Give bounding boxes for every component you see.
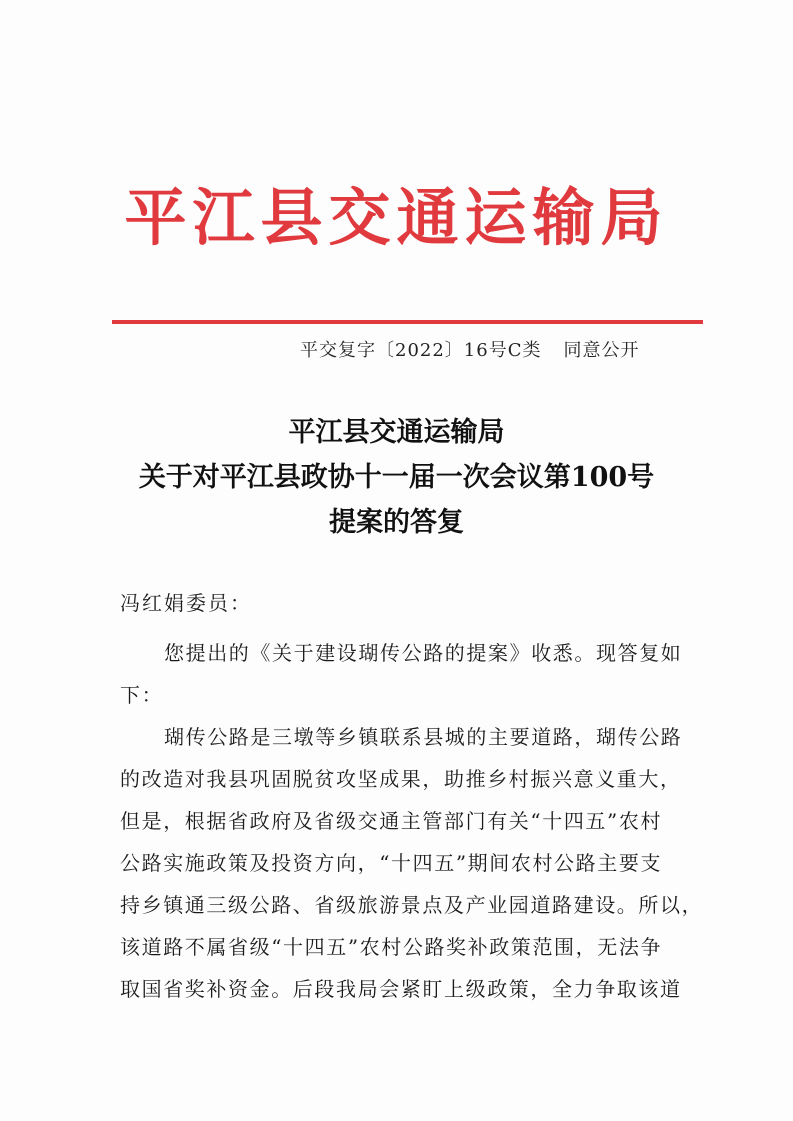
disclosure-status: 同意公开 [563, 340, 640, 361]
title-line-1: 平江县交通运输局 [288, 417, 505, 448]
paragraph-1 [120, 632, 685, 716]
document-number-line [300, 336, 640, 362]
paragraph-2 [120, 716, 704, 1010]
paragraph-2-line: 公路实施政策及投资方向，“十四五”期间农村公路主要支 [120, 851, 663, 875]
title-line-2: 关于对平江县政协十一届一次会议第100号 [138, 462, 655, 493]
title-line-3: 提案的答复 [329, 507, 464, 538]
paragraph-1-line: 您提出的《关于建设瑚传公路的提案》收悉。现答复如 [164, 641, 683, 665]
paragraph-1-line: 下： [120, 683, 164, 707]
paragraph-2-line: 瑚传公路是三墩等乡镇联系县城的主要道路，瑚传公路 [164, 725, 683, 749]
paragraph-2-line: 持乡镇通三级公路、省级旅游景点及产业园道路建设。所以， [120, 893, 704, 917]
paragraph-2-line: 该道路不属省级“十四五”农村公路奖补政策范围，无法争 [120, 935, 663, 959]
salutation: 冯红娟委员： [120, 591, 252, 615]
document-number: 平交复字〔2022〕16号C类 [300, 340, 542, 361]
document-title [90, 410, 703, 545]
red-header-rule [112, 320, 703, 324]
paragraph-2-line: 但是，根据省政府及省级交通主管部门有关“十四五”农村 [120, 809, 663, 833]
agency-masthead: 平江县交通运输局 [124, 181, 669, 254]
paragraph-2-line: 的改造对我县巩固脱贫攻坚成果，助推乡村振兴意义重大， [120, 767, 682, 791]
paragraph-2-line: 取国省奖补资金。后段我局会紧盯上级政策，全力争取该道 [120, 977, 682, 1001]
